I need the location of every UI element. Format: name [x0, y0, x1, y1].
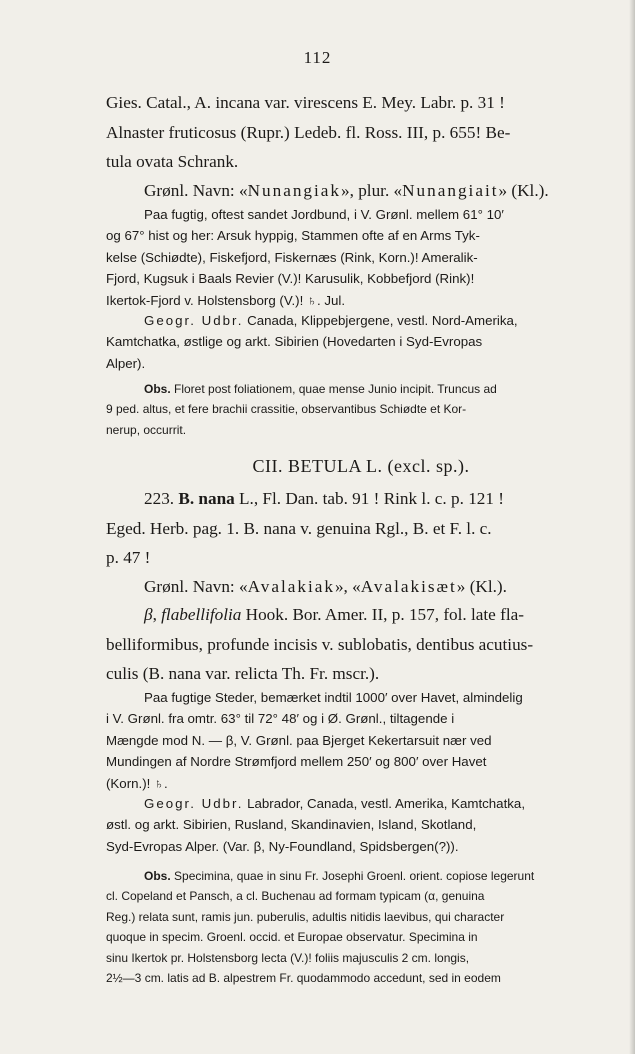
- geogr-label: Geogr. Udbr.: [144, 796, 244, 811]
- greenlandic-name: Avalakiak: [247, 577, 335, 596]
- geographic-distribution: Geogr. Udbr. Labrador, Canada, vestl. Amerika, Kamtchatka, østl. og arkt. Sibirien, Rusland, Skandinavien, Island, Skotland, Syd-Evropas Alper. (Var. β, Ny-Foundland, Spidsbergen(?)).: [106, 796, 526, 854]
- synonym-paragraph: [106, 88, 616, 177]
- obs-label: Obs.: [144, 869, 171, 883]
- obs-label: Obs.: [144, 382, 171, 396]
- observation-note: Obs. Floret post foliationem, quae mense Junio incipit. Truncus ad 9 ped. altus, et fere brachii crassitie, observantibus Schiødte et Kor- nerup, occurrit.: [106, 382, 497, 437]
- greenlandic-name-line: Grønl. Navn: «Nunangiak», plur. «Nunangiait» (Kl.).: [144, 181, 549, 200]
- page-edge-shadow: [629, 0, 635, 1054]
- greenlandic-name-plural: Avalakisæt: [360, 577, 457, 596]
- greenlandic-name: Nunangiak: [247, 181, 342, 200]
- greenlandic-name-plural: Nunangiait: [402, 181, 499, 200]
- variety-name: flabellifolia: [161, 605, 242, 624]
- observation-note: Obs. Specimina, quae in sinu Fr. Josephi Groenl. orient. copiose legerunt cl. Copeland et Pansch, a cl. Buchenau ad formam typicam (α, genuina Reg.) relata sunt, ramis jun. puberulis, adultis nitidis laevibus, qui character quoque in specim. Groenl. occid. et Europae observatur. Specimina in sinu Ikertok pr. Holstensborg lecta (V.)! foliis majusculis 2 cm. longis, 2½—3 cm. latis ad B. alpestrem Fr. quodammodo accedunt, sed in eodem: [106, 869, 535, 986]
- habitat-paragraph: Paa fugtig, oftest sandet Jordbund, i V. Grønl. mellem 61° 10′ og 67° hist og her: Arsuk hyppig, Stammen ofte af en Arms Tyk- kelse (Schiødte), Fiskefjord, Fiskernæs (Rink, Korn.)! Ameralik- Fjord, Kugsuk i Baals Revier (V.)! Karusulik, Kobbefjord (Rink)! Ikertok-Fjord v. Holstensborg (V.)! ♄. Jul.: [106, 207, 504, 308]
- section-heading: CII. BETULA L. (excl. sp.).: [252, 456, 470, 476]
- geogr-label: Geogr. Udbr.: [144, 313, 244, 328]
- text-line: Alnaster fruticosus (Rupr.) Ledeb. fl. Ross. III, p. 655! Be-: [106, 122, 511, 142]
- species-number: 223.: [144, 489, 175, 508]
- text-line: tula ovata Schrank.: [106, 152, 239, 171]
- species-entry: 223. B. nana L., Fl. Dan. tab. 91 ! Rink l. c. p. 121 ! Eged. Herb. pag. 1. B. nana v. genuina Rgl., B. et F. l. c. p. 47 !: [106, 489, 504, 567]
- species-name: B. nana: [178, 489, 235, 508]
- text-line: Gies. Catal., A. incana var. virescens E. Mey. Labr. p. 31 !: [106, 93, 505, 112]
- variety-symbol: β: [144, 605, 153, 624]
- variety-entry: β, flabellifolia Hook. Bor. Amer. II, p. 157, fol. late fla- belliformibus, profunde incisis v. sublobatis, dentibus acutius- culis (B. nana var. relicta Th. Fr. mscr.).: [106, 605, 534, 683]
- greenlandic-name-line: Grønl. Navn: «Avalakiak», «Avalakisæt» (Kl.).: [144, 577, 507, 596]
- page-number: 112: [303, 48, 332, 67]
- habitat-paragraph: Paa fugtige Steder, bemærket indtil 1000′ over Havet, almindelig i V. Grønl. fra omtr. 63° til 72° 48′ og i Ø. Grønl., tiltagende i Mængde mod N. — β, V. Grønl. paa Bjerget Kekertarsuit nær ved Mundingen af Nordre Strømfjord mellem 250′ og 800′ over Havet (Korn.)! ♄.: [106, 690, 523, 791]
- geographic-distribution: Geogr. Udbr. Canada, Klippebjergene, vestl. Nord-Amerika, Kamtchatka, østlige og arkt. Sibirien (Hovedarten i Syd-Evropas Alper).: [106, 313, 518, 371]
